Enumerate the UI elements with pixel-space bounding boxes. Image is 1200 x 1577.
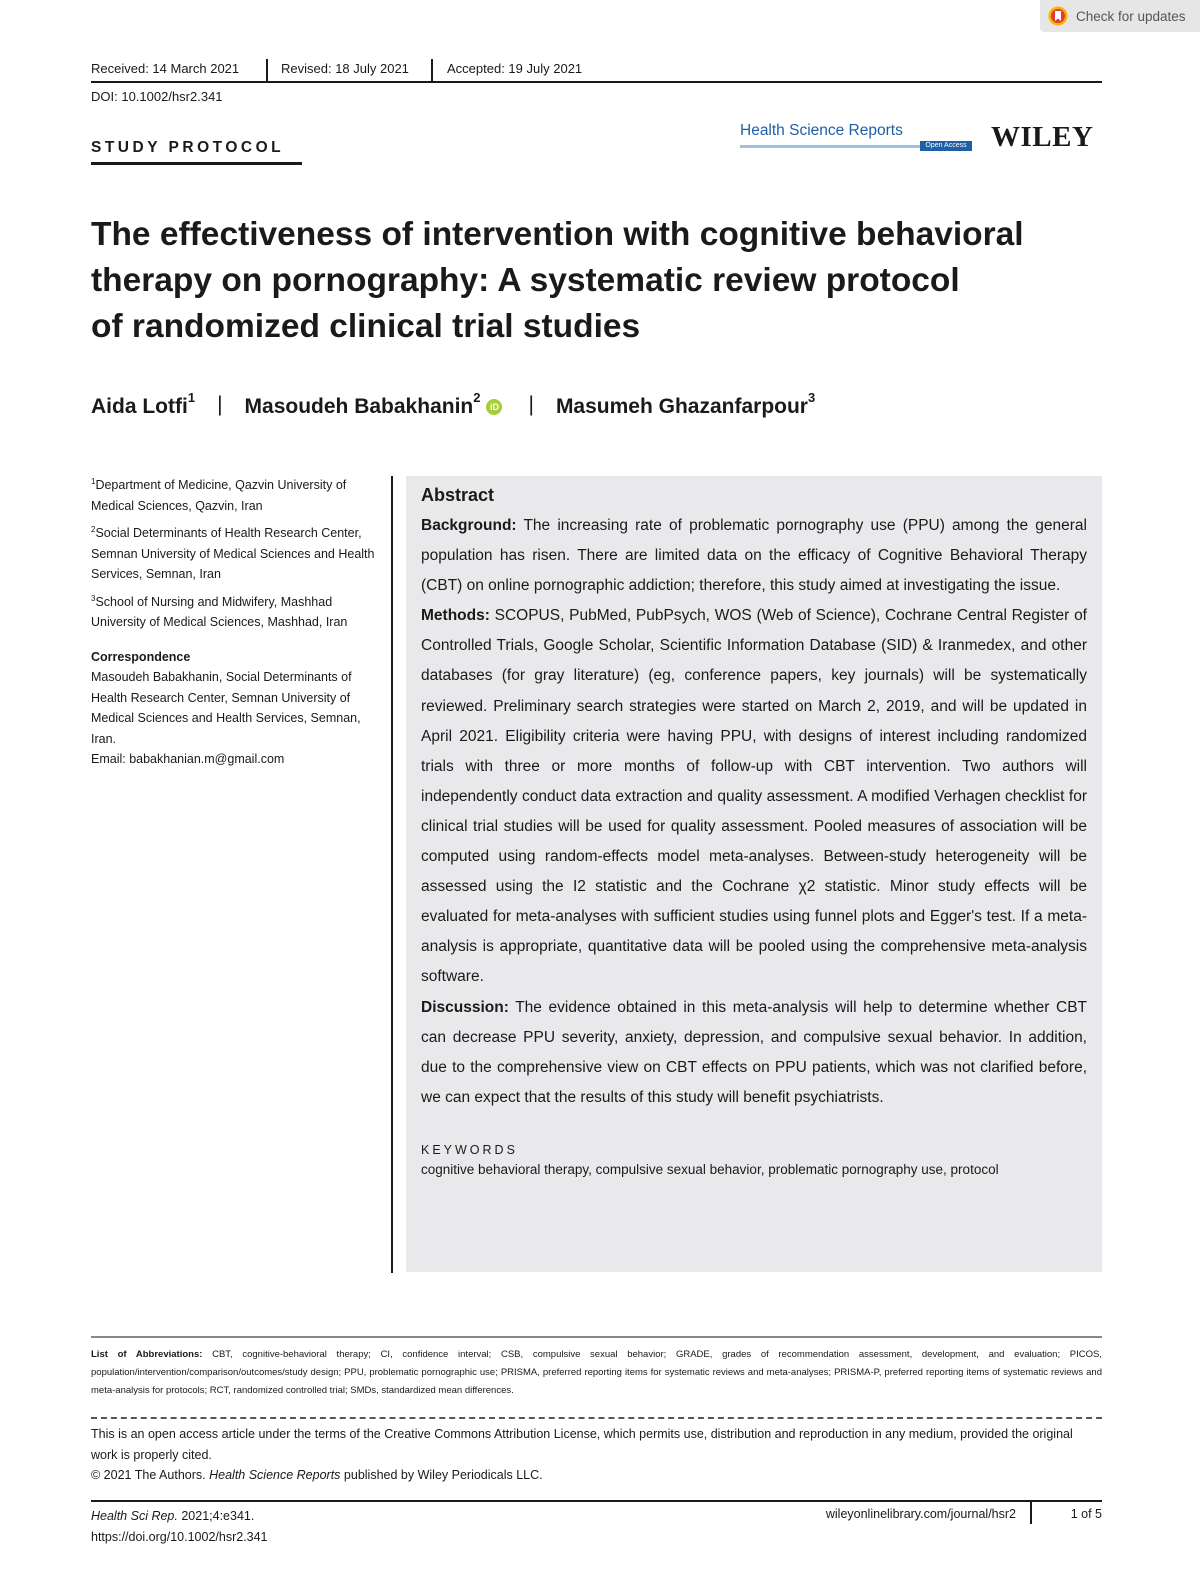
author-separator: |	[528, 393, 534, 416]
publisher-logo[interactable]: WILEY	[991, 121, 1094, 153]
correspondence-heading: Correspondence	[91, 649, 191, 664]
affiliation: $^1$Department of Medicine, Qazvin University of Medical Sciences, Qazvin, Iran	[91, 477, 347, 513]
affiliation: $^3$School of Nursing and Midwifery, Mashhad University of Medical Sciences, Mashhad, Iran	[91, 593, 348, 630]
date-separator	[431, 59, 433, 81]
orcid-icon[interactable]: iD	[486, 399, 502, 415]
footer-rule	[91, 1500, 1102, 1502]
page-number: 1 of 5	[1070, 1507, 1102, 1521]
doi[interactable]: DOI: 10.1002/hsr2.341	[91, 89, 223, 104]
keywords-list: cognitive behavioral therapy, compulsive sexual behavior, problematic pornography use, protocol	[421, 1161, 999, 1177]
correspondence-email[interactable]: Email: babakhanian.m@gmail.com	[91, 752, 285, 767]
abstract-discussion: Discussion: The evidence obtained in this meta-analysis will help to determine whether CBT can decrease PPU severity, anxiety, depression, and compulsive sexual behavior. In addition, due to the comprehensive view on CBT effects on PPU patients, which was not clarified before, we can expect that the results of this study will benefit psychiatrists.	[421, 998, 1087, 1106]
license-notice	[91, 1424, 1102, 1486]
abstract-background: Background: The increasing rate of problematic pornography use (PPU) among the general population has risen. There are limited data on the efficacy of Cognitive Behavioral Therapy (CBT) on online pornographic addiction; therefore, this study aimed at investigating the issue.	[421, 517, 1087, 595]
title-line: The effectiveness of intervention with cognitive behavioral	[91, 216, 1024, 253]
title-line: therapy on pornography: A systematic review protocol	[91, 262, 960, 299]
copyright-line: © 2021 The Authors. Health Science Reports published by Wiley Periodicals LLC.	[91, 1468, 543, 1482]
author-name[interactable]: Masoudeh Babakhanin$^2$	[244, 390, 481, 418]
author-name[interactable]: Aida Lotfi$^1$	[91, 390, 196, 418]
abbreviations-rule	[91, 1336, 1102, 1338]
license-dashed-rule	[91, 1417, 1102, 1419]
author-list	[91, 390, 816, 419]
abstract-heading: Abstract	[421, 485, 495, 505]
keywords-heading: KEYWORDS	[421, 1142, 518, 1157]
article-title	[91, 212, 1091, 350]
abstract-methods: Methods: SCOPUS, PubMed, PubPsych, WOS (Web of Science), Cochrane Central Register of Controlled Trials, Google Scholar, Scientific Information Database (SID) & Iranmedex, and other databases (for gray literature) (eg, conference papers, key journals) will be systematically reviewed. Preliminary search strategies were started on March 2, 2019, and will be updated in April 2021. Eligibility criteria were having PPU, with designs of interest including randomized trials with three or more months of follow-up with CBT intervention. Two authors will independently conduct data extraction and quality assessment. A modified Verhagen checklist for clinical trial studies will be used for quality assessment. Pooled measures of association will be computed using random-effects model meta-analyses. Between-study heterogeneity will be assessed using the I2 statistic and the Cochrane χ2 statistic. Minor study effects will be evaluated for meta-analyses with sufficient studies using funnel plots and Egger's test. If a meta-analysis is appropriate, quantitative data will be pooled using the comprehensive meta-analysis software.	[421, 607, 1087, 986]
abbreviations: List of Abbreviations: CBT, cognitive-behavioral therapy; CI, confidence interval; CSB, compulsive sexual behavior; GRADE, grades of recommendation assessment, development, and evaluation; PICOS, population/intervention/comparison/outcomes/study design; PPU, problematic pornographic use; PRISMA, preferred reporting items for systematic reviews and meta-analyses; PRISMA-P, preferred reporting items of systematic reviews and meta-analysis for protocols; RCT, randomized controlled trial; SMDs, standardized mean differences.	[91, 1349, 1102, 1396]
date-separator	[266, 59, 268, 81]
footer-separator	[1030, 1500, 1032, 1524]
title-line: of randomized clinical trial studies	[91, 308, 641, 345]
affiliation: $^2$Social Determinants of Health Research Center, Semnan University of Medical Sciences and Health Services, Semnan, Iran	[91, 525, 375, 582]
author-name[interactable]: Masumeh Ghazanfarpour$^3$	[555, 390, 816, 418]
author-separator: |	[217, 393, 223, 416]
article-type-underline	[91, 162, 302, 165]
abstract-box	[406, 476, 1102, 1272]
check-for-updates-label: Check for updates	[1076, 8, 1186, 24]
revised-date: Revised: 18 July 2021	[281, 61, 409, 76]
bookmark-ribbon-icon	[1048, 6, 1068, 26]
affiliations-sidebar	[91, 472, 381, 770]
sidebar-divider	[391, 476, 393, 1273]
footer-right	[700, 1506, 1102, 1528]
open-access-tag: Open Access	[920, 141, 972, 151]
accepted-date: Accepted: 19 July 2021	[447, 61, 583, 76]
received-date: Received: 14 March 2021	[91, 61, 240, 76]
header-rule	[91, 81, 1102, 83]
correspondence-text: Masoudeh Babakhanin, Social Determinants of Health Research Center, Semnan University of Medical Sciences and Health Services, Semnan, Iran.	[91, 670, 361, 746]
check-for-updates-badge[interactable]	[1040, 0, 1200, 32]
license-text: This is an open access article under the terms of the Creative Commons Attribution License, which permits use, distribution and reproduction in any medium, provided the original work is properly cited.	[91, 1427, 1073, 1462]
footer-citation: Health Sci Rep. 2021;4:e341. https://doi.org/10.1002/hsr2.341	[91, 1506, 268, 1547]
journal-logo[interactable]: Health Science Reports	[740, 122, 903, 139]
article-type: STUDY PROTOCOL	[91, 139, 285, 156]
footer-doi-link[interactable]: https://doi.org/10.1002/hsr2.341	[91, 1529, 268, 1544]
journal-site-link[interactable]: wileyonlinelibrary.com/journal/hsr2	[825, 1507, 1016, 1521]
article-dates	[91, 59, 1102, 81]
